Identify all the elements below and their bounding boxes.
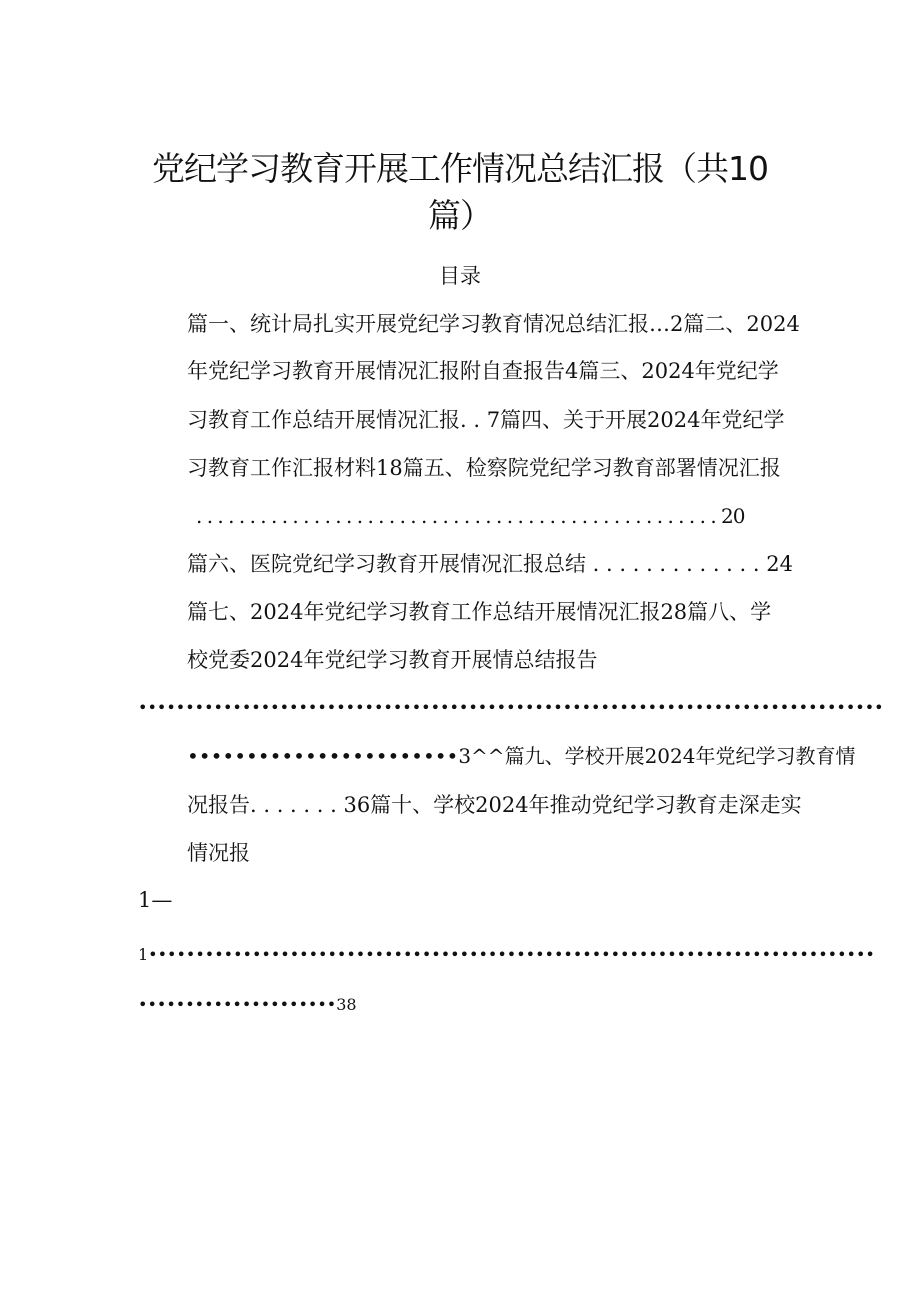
toc-line: 习教育工作总结开展情况汇报. . 7篇四、关于开展2024年党纪学 [187, 408, 785, 432]
document-title-line-1: 党纪学习教育开展工作情况总结汇报（共10 [152, 149, 768, 188]
toc-line: 篇一、统计局扎实开展党纪学习教育情况总结汇报…2篇二、2024 [187, 312, 800, 336]
document-title-line-2: 篇） [428, 196, 492, 235]
toc-line: 况报告. . . . . . . 36篇十、学校2024年推动党纪学习教育走深走实 [187, 793, 802, 817]
page-marker: 1— [138, 888, 173, 912]
toc-heading: 目录 [439, 264, 481, 288]
toc-line: •••••••••••••••••••••••3^^篇九、学校开展2024年党纪学习教育情 [187, 744, 856, 768]
toc-leader-dots: ••••••••••••••••••••••••••••••••••••••••••••••••••••••••••••••••••••••••••••••• [138, 698, 884, 717]
toc-leader-dots: 1••••••••••••••••••••••••••••••••••••••••••••••••••••••••••••••••••••••••••••• [138, 945, 875, 964]
toc-line: . . . . . . . . . . . . . . . . . . . . . . . . . . . . . . . . . . . . . . . . . . . . . . . . . 20 [196, 504, 745, 528]
toc-line: 校党委2024年党纪学习教育开展情总结报告 [187, 648, 598, 672]
toc-line: 习教育工作汇报材料18篇五、检察院党纪学习教育部署情况汇报 [187, 456, 781, 480]
toc-line: •••••••••••••••••••••38 [138, 995, 357, 1014]
toc-line: 篇六、医院党纪学习教育开展情况汇报总结 . . . . . . . . . . . . . 24 [187, 552, 793, 576]
toc-line: 篇七、2024年党纪学习教育工作总结开展情况汇报28篇八、学 [187, 600, 772, 624]
toc-line: 年党纪学习教育开展情况汇报附自查报告4篇三、2024年党纪学 [187, 359, 779, 383]
toc-line: 情况报 [187, 841, 250, 865]
